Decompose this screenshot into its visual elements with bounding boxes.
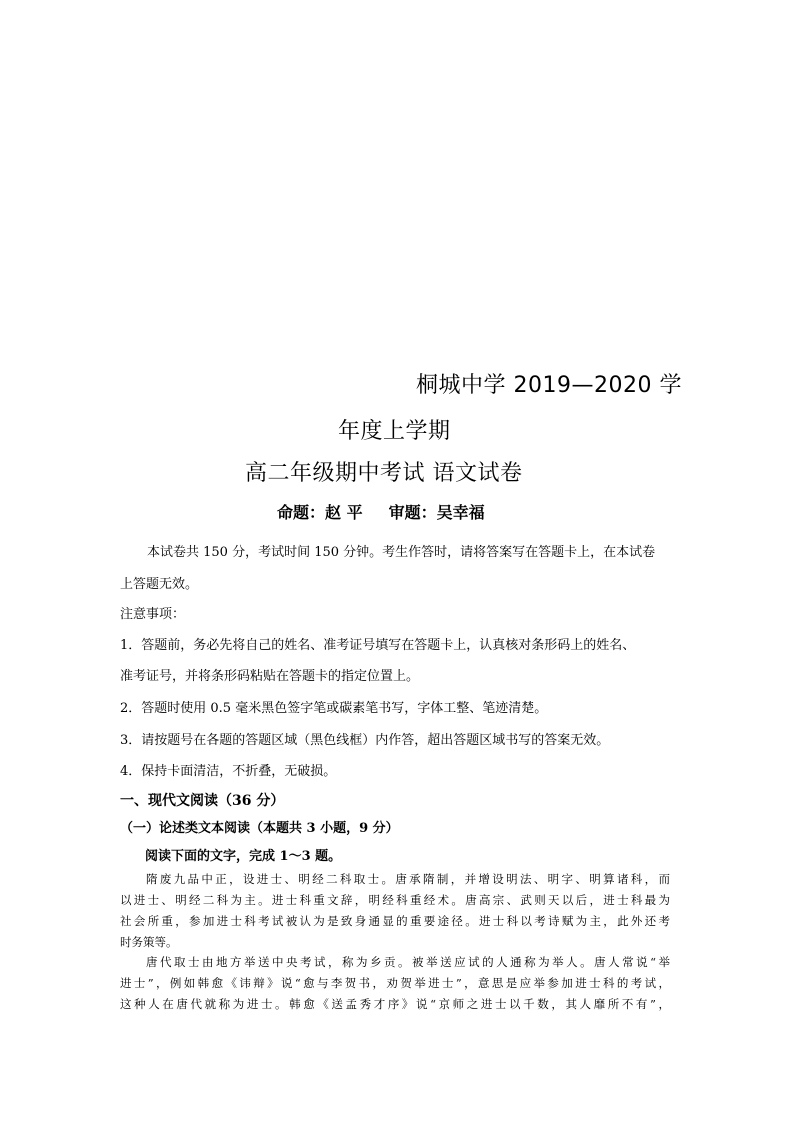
- passage-line: 唐代取士由地方举送中央考试，称为乡贡。被举送应试的人通称为举人。唐人常说“举: [146, 955, 670, 969]
- passage-line: 以进士、明经二科为主。进士科重文辞，明经科重经术。唐高宗、武则天以后，进士科最为: [120, 893, 670, 907]
- note-item-1-line-1: 1．答题前，务必先将自己的姓名、准考证号填写在答题卡上，认真核对条形码上的姓名、: [120, 638, 636, 653]
- passage-line: 时务策等。: [120, 935, 178, 949]
- passage-paragraph-1: [120, 869, 670, 953]
- author-label: 命题：赵 平: [277, 503, 363, 522]
- passage-line: 隋废九品中正，设进士、明经二科取士。唐承隋制，并增设明法、明字、明算诸科，而: [146, 872, 670, 886]
- passage-line: 这种人在唐代就称为进士。韩愈《送孟秀才序》说“京师之进士以千数，其人靡所不有”，: [120, 997, 670, 1011]
- intro-line-2: 上答题无效。: [120, 577, 199, 592]
- title-line-1: 桐城中学 2019—2020 学: [416, 373, 682, 398]
- reading-instruction: 阅读下面的文字，完成 1～3 题。: [145, 849, 342, 864]
- notes-heading: 注意事项：: [120, 607, 186, 622]
- intro-line-1: 本试卷共 150 分，考试时间 150 分钟。考生作答时，请将答案写在答题卡上，在本试卷: [147, 545, 656, 560]
- note-item-2: 2．答题时使用 0.5 毫米黑色签字笔或碳素笔书写，字体工整、笔迹清楚。: [120, 701, 548, 716]
- authors-line: [277, 500, 485, 523]
- note-item-3: 3．请按题号在各题的答题区域（黑色线框）内作答，超出答题区域书写的答案无效。: [120, 733, 610, 748]
- title-line-2: 年度上学期: [338, 419, 451, 444]
- passage-line: 社会所重，参加进士科考试被认为是致身通显的重要途径。进士科以考诗赋为主，此外还考: [120, 914, 670, 928]
- passage-paragraph-2: [120, 952, 670, 1015]
- note-item-4: 4．保持卡面清洁，不折叠，无破损。: [120, 764, 337, 779]
- title-line-3: 高二年级期中考试 语文试卷: [245, 461, 523, 486]
- note-item-1-line-2: 准考证号，并将条形码粘贴在答题卡的指定位置上。: [120, 669, 420, 684]
- reviewer-label: 审题：吴幸福: [388, 503, 485, 522]
- passage-line: 进士”，例如韩愈《讳辩》说“愈与李贺书，劝贺举进士”，意思是应举参加进士科的考试，: [120, 976, 670, 990]
- section-1-heading: 一、现代文阅读（36 分）: [120, 793, 285, 809]
- section-1-sub-heading: （一）论述类文本阅读（本题共 3 小题，9 分）: [120, 821, 399, 836]
